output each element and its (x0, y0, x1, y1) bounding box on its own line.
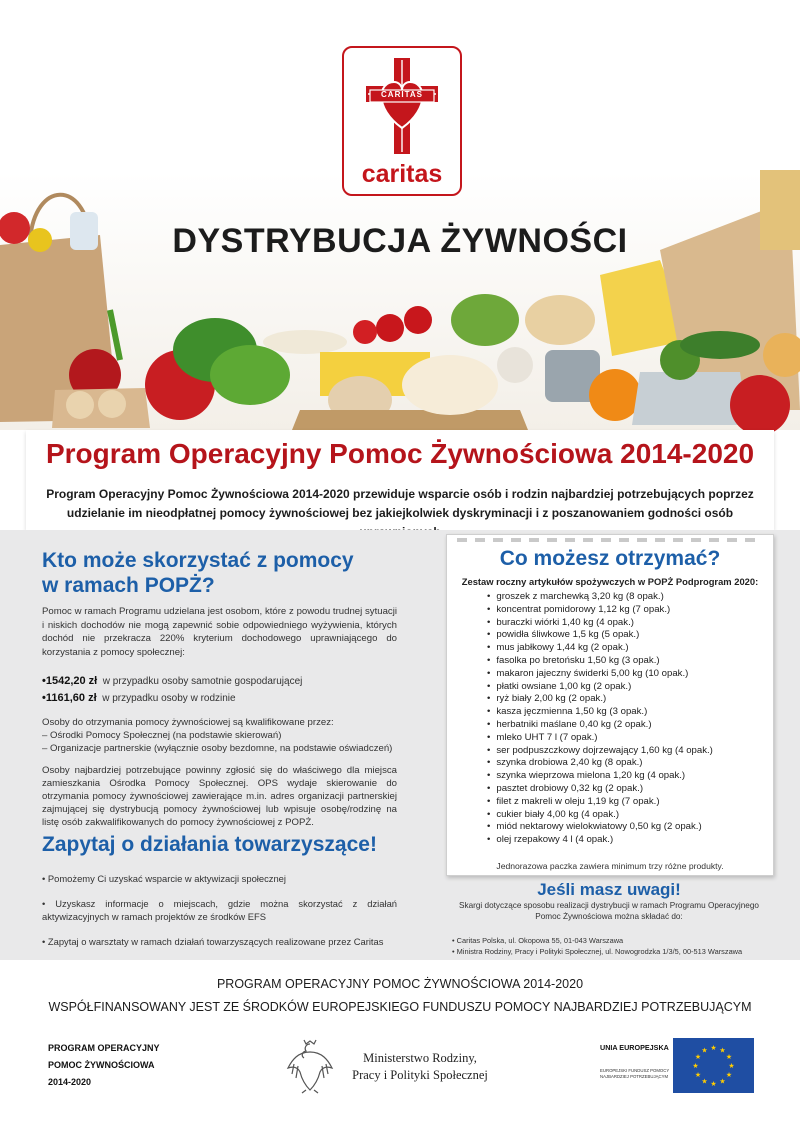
svg-text:★: ★ (710, 1044, 717, 1052)
svg-text:★: ★ (719, 1077, 726, 1086)
ask-item: • Pomożemy Ci uzyskać wsparcie w aktywizacji społecznej (42, 873, 286, 884)
footer-line2: WSPÓŁFINANSOWANY JEST ZE ŚRODKÓW EUROPEJSKIEGO FUNDUSZU POMOCY NAJBARDZIEJ POTRZEBUJĄCYM (48, 1000, 752, 1014)
popz-line2: POMOC ŻYWNOŚCIOWA (48, 1060, 155, 1070)
ask-list (42, 872, 397, 960)
apply-instructions: Osoby najbardziej potrzebujące powinny zgłosić się do właściwego dla miejsca zamieszkania Ośrodka Pomocy Społecznej. OPS wydaje skierowanie do otrzymania pomocy żywnościowej zawierające m.in. adres organizacji partnerskiej zajmującej się dystrybucją pomocy żywnościowej lub wpisuje osobę/rodzinę na listę osób zakwalifikowanych do pomocy żywnościowej z POPŻ. (42, 765, 397, 828)
who-text: Pomoc w ramach Programu udzielana jest osobom, które z powodu trudnej sytuacji i niskich dochodów nie mogą zapewnić sobie odpowiedniego wyżywienia, których dochód nie przekracza 220% kryterium dochodowego uprawniającego do korzystania z pomocy społecznej: (42, 606, 397, 658)
hero-section (0, 0, 800, 430)
remarks-heading: Jeśli masz uwagi! (537, 880, 681, 899)
list-item: • filet z makreli w oleju 1,19 kg (7 opak.) (487, 796, 767, 809)
food-list (487, 591, 767, 847)
ministry-line2: Pracy i Polityki Społecznej (352, 1068, 488, 1082)
svg-text:★: ★ (725, 1071, 733, 1079)
svg-text:★: ★ (701, 1077, 708, 1086)
food-illustration (0, 160, 800, 440)
list-item: • miód nektarowy wielokwiatowy 0,50 kg (2 opak.) (487, 821, 767, 834)
eu-fund-line1: EUROPEJSKI FUNDUSZ POMOCY (600, 1068, 670, 1073)
receive-subtitle: Zestaw roczny artykułów spożywczych w POPŻ Podprogram 2020: (461, 576, 759, 587)
address-ministry: • Ministra Rodziny, Pracy i Polityki Społecznej, ul. Nowogrodzka 1/3/5, 00-513 Warszawa (452, 946, 743, 956)
program-title: Program Operacyjny Pomoc Żywnościowa 2014-2020 (45, 438, 755, 469)
svg-text:★: ★ (710, 1080, 717, 1088)
eu-fund-label (600, 1068, 670, 1079)
receive-heading: Co możesz otrzymać? (499, 547, 721, 570)
svg-text:★: ★ (719, 1046, 726, 1055)
eu-label: UNIA EUROPEJSKA (600, 1043, 669, 1052)
polish-eagle-icon (284, 1038, 336, 1094)
list-item: • groszek z marchewką 3,20 kg (8 opak.) (487, 591, 767, 604)
svg-text:★: ★ (694, 1053, 702, 1061)
ministry-name (340, 1050, 500, 1084)
complaint-addresses (452, 936, 772, 957)
package-note: Jednorazowa paczka zawiera minimum trzy różne produkty. (496, 861, 724, 871)
qualification-partners: – Organizacje partnerskie (wyłącznie osoby bezdomne, na podstawie oświadczeń) (42, 743, 393, 754)
address-caritas: • Caritas Polska, ul. Okopowa 55, 01-043 Warszawa (452, 936, 624, 945)
ministry-line1: Ministerstwo Rodziny, (363, 1051, 477, 1065)
list-item: • szynka drobiowa 2,40 kg (8 opak.) (487, 757, 767, 770)
footer-line1: PROGRAM OPERACYJNY POMOC ŻYWNOŚCIOWA 2014-2020 (216, 977, 584, 991)
income-thresholds (42, 673, 402, 707)
receive-notepad (446, 534, 774, 876)
svg-text:★: ★ (694, 1071, 702, 1079)
who-heading (42, 548, 402, 598)
ask-heading: Zapytaj o działania towarzyszące! (42, 833, 377, 856)
list-item: • mleko UHT 7 l (7 opak.) (487, 732, 767, 745)
list-item: • ryż biały 2,00 kg (2 opak.) (487, 693, 767, 706)
list-item: • mus jabłkowy 1,44 kg (2 opak.) (487, 642, 767, 655)
svg-text:★: ★ (728, 1062, 735, 1070)
amount-single-label: w przypadku osoby samotnie gospodarującej (102, 676, 303, 687)
svg-text:★: ★ (692, 1062, 699, 1070)
ask-item: • Uzyskasz informacje o miejscach, gdzie można skorzystać z działań aktywizacyjnych w ramach projektów ze środków EFS (42, 898, 397, 922)
emblem-text: CARITAS (381, 90, 423, 99)
list-item: • szynka wieprzowa mielona 1,20 kg (4 opak.) (487, 770, 767, 783)
program-banner (26, 430, 774, 530)
svg-text:★: ★ (725, 1053, 733, 1061)
who-heading-line2: w ramach POPŻ? (42, 574, 215, 597)
qualification-info (42, 716, 402, 755)
ask-item: • Zapytaj o warsztaty w ramach działań towarzyszących realizowane przez Caritas (42, 936, 384, 947)
list-item: • fasolka po bretońsku 1,50 kg (3 opak.) (487, 655, 767, 668)
list-item: • koncentrat pomidorowy 1,12 kg (7 opak.) (487, 604, 767, 617)
list-item: • powidła śliwkowe 1,5 kg (5 opak.) (487, 629, 767, 642)
popz-logo-text (48, 1040, 198, 1091)
remarks-text: Skargi dotyczące sposobu realizacji dystrybucji w ramach Programu Operacyjnego Pomoc Żywnościowa można składać do: (459, 901, 759, 921)
list-item: • ser podpuszczkowy dojrzewający 1,60 kg (4 opak.) (487, 745, 767, 758)
list-item: • cukier biały 4,00 kg (4 opak.) (487, 809, 767, 822)
list-item: • herbatniki maślane 0,40 kg (2 opak.) (487, 719, 767, 732)
qualification-ops: – Ośrodki Pomocy Społecznej (na podstawie skierowań) (42, 730, 282, 741)
list-item: • makaron jajeczny świderki 5,00 kg (10 opak.) (487, 668, 767, 681)
svg-text:★: ★ (701, 1046, 708, 1055)
program-description: Program Operacyjny Pomoc Żywnościowa 2014-2020 przewiduje wsparcie osób i rodzin najbardziej potrzebujących poprzez udzielanie im nieodpłatnej pomocy żywnościowej bez jakiejkolwiek dyskryminacji i z poszanowaniem godności osób (46, 487, 754, 520)
list-item: • pasztet drobiowy 0,32 kg (2 opak.) (487, 783, 767, 796)
who-heading-line1: Kto może skorzystać z pomocy (42, 549, 354, 572)
qualification-intro: Osoby do otrzymania pomocy żywnościowej są kwalifikowane przez: (42, 717, 334, 728)
amount-single: •1542,20 zł (42, 675, 98, 687)
list-item: • kasza jęczmienna 1,50 kg (3 opak.) (487, 706, 767, 719)
list-item: • buraczki wiórki 1,40 kg (4 opak.) (487, 617, 767, 630)
caritas-logo (342, 46, 462, 196)
notepad-binding (447, 537, 773, 545)
list-item: • olej rzepakowy 4 l (4 opak.) (487, 834, 767, 847)
logo-wordmark: caritas (361, 160, 443, 188)
eu-flag-icon (673, 1038, 754, 1093)
popz-line1: PROGRAM OPERACYJNY (48, 1043, 160, 1053)
amount-family-label: w przypadku osoby w rodzinie (102, 693, 236, 704)
eu-fund-line2: NAJBARDZIEJ POTRZEBUJĄCYM (600, 1073, 669, 1079)
caritas-cross-icon (364, 56, 440, 156)
list-item: • płatki owsiane 1,00 kg (2 opak.) (487, 681, 767, 694)
popz-line3: 2014-2020 (48, 1077, 92, 1087)
hero-title: DYSTRYBUCJA ŻYWNOŚCI (172, 222, 628, 260)
amount-family: •1161,60 zł (42, 692, 97, 704)
